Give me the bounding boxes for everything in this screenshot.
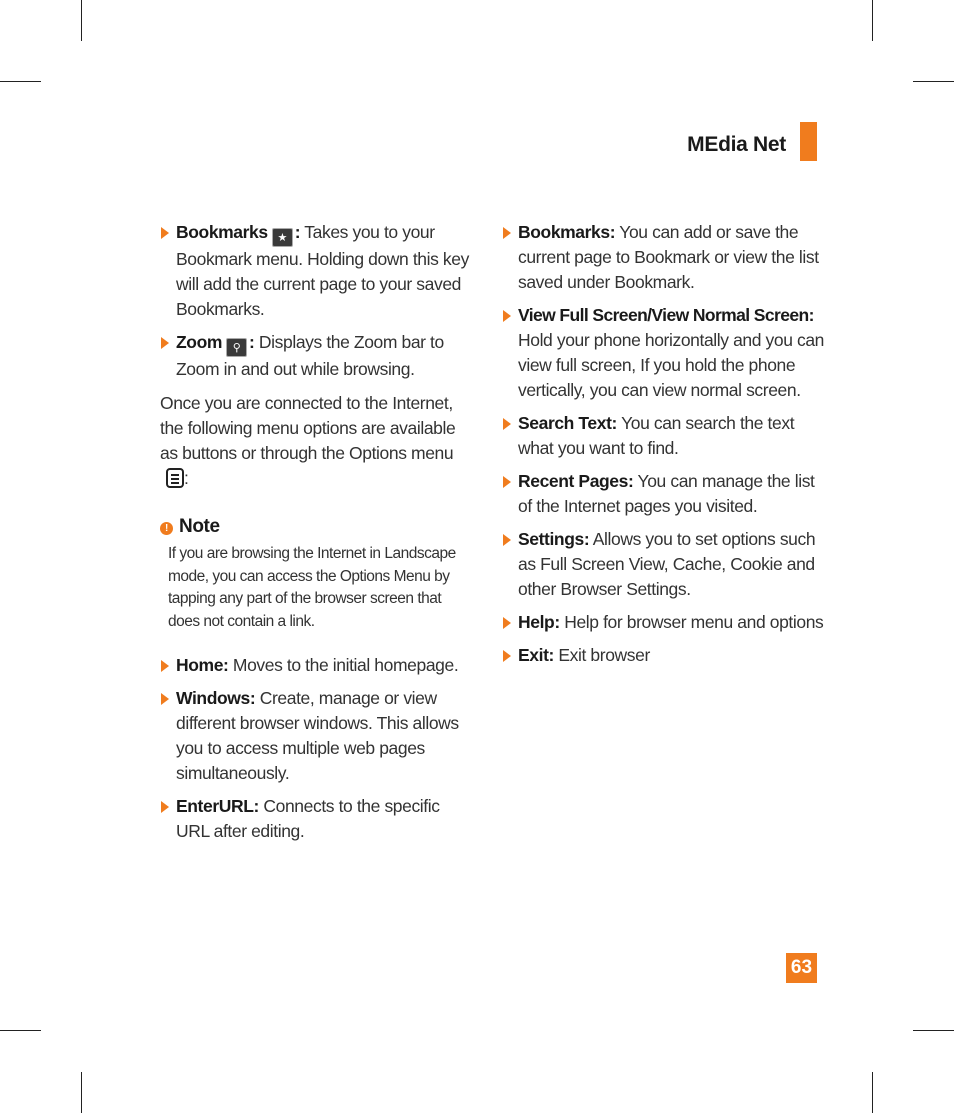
crop-mark (0, 81, 41, 82)
magnifier-icon: ⚲ (226, 338, 247, 357)
bullet-text: Displays the Zoom bar to Zoom in and out while browsing. (176, 332, 444, 379)
bullet-text: Create, manage or view different browser windows. This allows you to access multiple web pages simultaneously. (176, 688, 459, 783)
bullet-arrow-icon (503, 310, 511, 322)
bullet-arrow-icon (503, 617, 511, 629)
intro-end: : (184, 468, 189, 488)
bullet-arrow-icon (161, 693, 169, 705)
bullet-arrow-icon (503, 534, 511, 546)
menu-icon (166, 468, 184, 488)
bullet-colon: : (249, 332, 255, 352)
bullet-text: Exit browser (553, 645, 650, 665)
section-title: MEdia Net (687, 133, 786, 156)
bullet-text: You can manage the list of the Internet pages you visited. (518, 471, 815, 516)
crop-mark (913, 1030, 954, 1031)
bullet-item (502, 610, 824, 635)
alert-icon: ! (160, 522, 173, 535)
left-column (160, 220, 470, 852)
bullet-term: View Full Screen/View Normal Screen: (518, 305, 814, 325)
bullet-arrow-icon (161, 337, 169, 349)
bullet-term: Home: (176, 655, 229, 675)
bullet-term: Bookmarks (176, 222, 268, 242)
bullet-item (502, 469, 824, 519)
right-column (502, 220, 824, 676)
bullet-text: Takes you to your Bookmark menu. Holding down this key will add the current page to your saved Bookmarks. (176, 222, 469, 319)
bullet-item (160, 220, 470, 322)
crop-mark (872, 1072, 873, 1113)
bullet-text: You can add or save the current page to Bookmark or view the list saved under Bookmark. (518, 222, 819, 292)
bullet-item (502, 303, 824, 403)
bullet-item (502, 643, 824, 668)
bullet-term: Exit: (518, 645, 554, 665)
bullet-item (160, 686, 470, 786)
bullet-text: Help for browser menu and options (559, 612, 824, 632)
intro-paragraph (160, 391, 470, 491)
bullet-term: Help: (518, 612, 560, 632)
intro-text: Once you are connected to the Internet, the following menu options are available as buttons or through the Options menu (160, 393, 456, 463)
bullet-item (160, 330, 470, 382)
bullet-term: EnterURL: (176, 796, 259, 816)
note-body: If you are browsing the Internet in Landscape mode, you can access the Options Menu by tapping any part of the browser screen that does not contain a link. (168, 545, 456, 630)
bullet-text: Connects to the specific URL after editing. (176, 796, 440, 841)
crop-mark (81, 1072, 82, 1113)
note-title: Note (179, 516, 220, 537)
section-tab (800, 122, 817, 161)
star-icon: ★ (272, 228, 293, 247)
crop-mark (0, 1030, 41, 1031)
bullet-item (160, 794, 470, 844)
bullet-arrow-icon (503, 476, 511, 488)
bullet-item (502, 220, 824, 295)
bullet-text: Moves to the initial homepage. (228, 655, 459, 675)
bullet-term: Zoom (176, 332, 223, 352)
bullet-term: Recent Pages: (518, 471, 634, 491)
crop-mark (872, 0, 873, 41)
bullet-item (502, 411, 824, 461)
crop-mark (81, 0, 82, 41)
bullet-item (160, 653, 470, 678)
bullet-arrow-icon (161, 227, 169, 239)
bullet-arrow-icon (161, 660, 169, 672)
note-heading (160, 514, 470, 539)
bullet-term: Windows: (176, 688, 256, 708)
bullet-term: Settings: (518, 529, 590, 549)
bullet-term: Bookmarks: (518, 222, 616, 242)
bullet-text: You can search the text what you want to find. (518, 413, 795, 458)
page-number: 63 (786, 953, 817, 983)
bullet-item (502, 527, 824, 602)
bullet-text: Hold your phone horizontally and you can view full screen, If you hold the phone vertically, you can view normal screen. (518, 330, 825, 400)
bullet-term: Search Text: (518, 413, 617, 433)
crop-mark (913, 81, 954, 82)
bullet-arrow-icon (161, 801, 169, 813)
bullet-arrow-icon (503, 650, 511, 662)
bullet-arrow-icon (503, 227, 511, 239)
bullet-text: Allows you to set options such as Full Screen View, Cache, Cookie and other Browser Settings. (518, 529, 816, 599)
bullet-colon: : (294, 222, 301, 242)
bullet-arrow-icon (503, 418, 511, 430)
